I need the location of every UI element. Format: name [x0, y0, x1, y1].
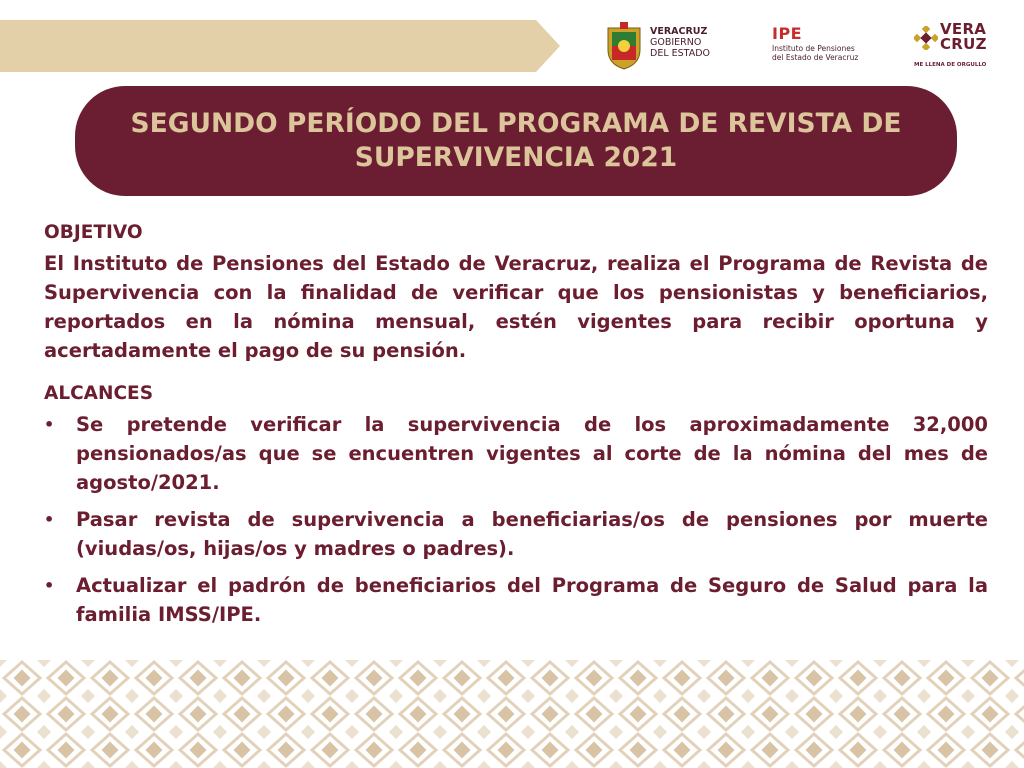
veracruz-government-logo [600, 18, 750, 74]
page-title: SEGUNDO PERÍODO DEL PROGRAMA DE REVISTA DE SUPERVIVENCIA 2021 [130, 108, 902, 173]
veracruz-brand-logo [914, 20, 996, 74]
decorative-pattern [0, 660, 1024, 768]
brand-tagline: ME LLENA DE ORGULLO [914, 62, 987, 68]
alcances-item [44, 505, 988, 563]
flower-pattern-icon [914, 26, 938, 50]
gov-logo-line2: GOBIERNO [650, 37, 702, 48]
ipe-logo-line1: Instituto de Pensiones [772, 44, 855, 53]
alcances-item-text: Actualizar el padrón de beneficiarios del Programa de Seguro de Salud para la familia IMSS/IPE. [76, 574, 988, 626]
gov-logo-line1: VERACRUZ [650, 26, 708, 37]
brand-line1: VERA [940, 20, 987, 38]
ipe-mark: IPE [772, 24, 803, 43]
alcances-list [44, 410, 988, 629]
gov-logo-line3: DEL ESTADO [650, 48, 711, 59]
bullet-icon: • [44, 510, 55, 529]
bullet-icon: • [44, 576, 55, 595]
main-content [44, 222, 988, 637]
alcances-heading: ALCANCES [44, 383, 154, 404]
ipe-logo-line2: del Estado de Veracruz [772, 53, 859, 62]
header-logos [600, 18, 994, 74]
header-ribbon [0, 20, 560, 72]
objetivo-text: El Instituto de Pensiones del Estado de Veracruz, realiza el Programa de Revista de Supervivencia con la finalidad de verificar que los pensionistas y beneficiarios, reportados en la nómina mensual, estén vigentes para recibir oportuna y acertadamente el pago de su pensión. [44, 252, 988, 362]
objetivo-heading: OBJETIVO [44, 222, 143, 243]
alcances-item-text: Se pretende verificar la supervivencia de los aproximadamente 32,000 pensionados/as que se encuentren vigentes al corte de la nómina del mes de agosto/2021. [76, 413, 988, 494]
ipe-logo [772, 24, 882, 62]
bullet-icon: • [44, 415, 55, 434]
coat-of-arms-icon [604, 22, 644, 70]
alcances-item [44, 410, 988, 497]
alcances-item-text: Pasar revista de supervivencia a beneficiarias/os de pensiones por muerte (viudas/os, hijas/os y madres o padres). [76, 508, 988, 560]
alcances-item [44, 571, 988, 629]
title-banner [75, 86, 957, 196]
brand-line2: CRUZ [940, 35, 987, 53]
